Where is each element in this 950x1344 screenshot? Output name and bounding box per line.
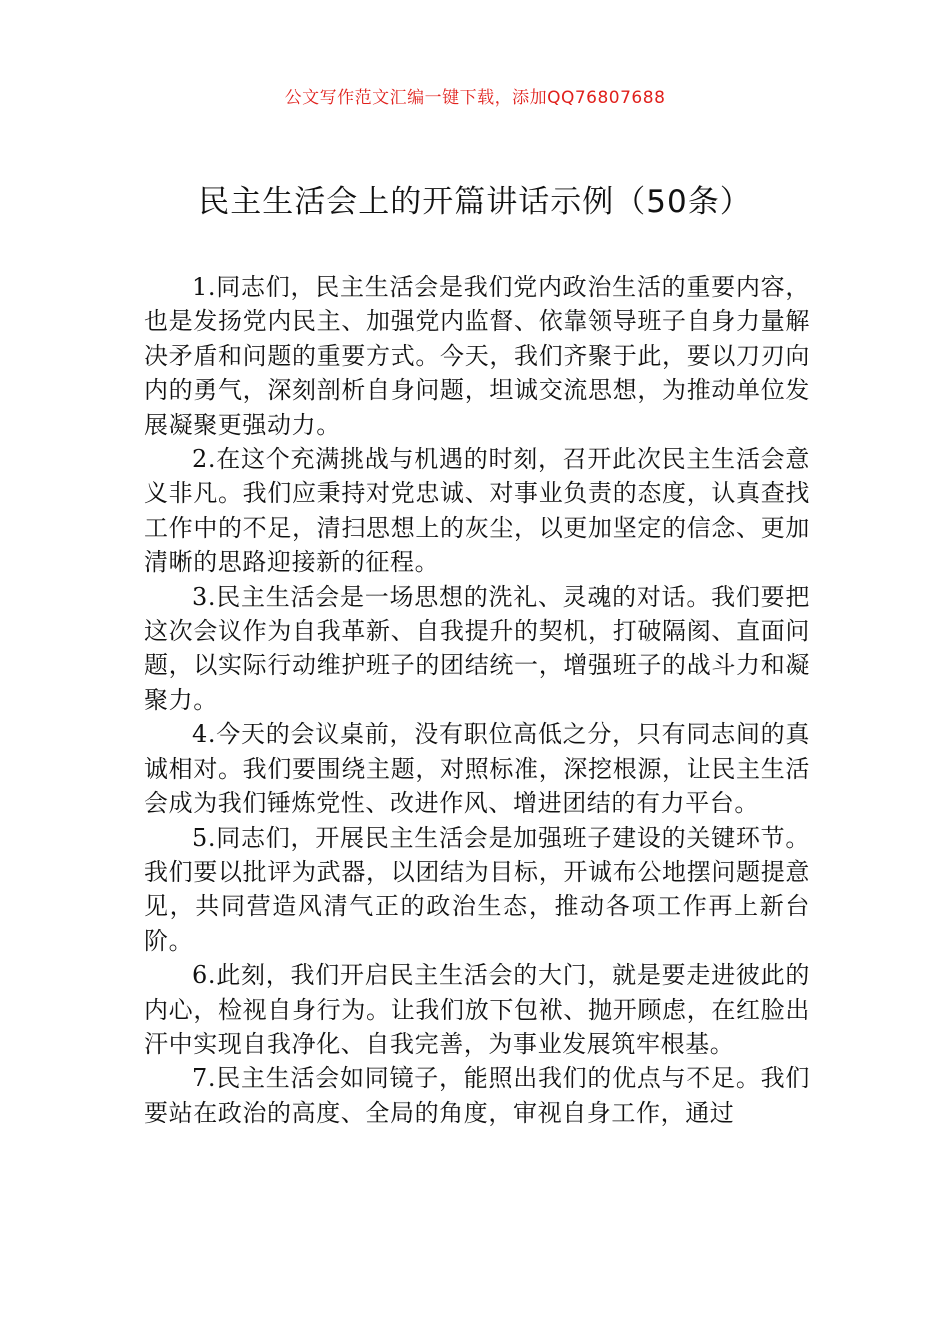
document-title: 民主生活会上的开篇讲话示例（50条） [198, 184, 752, 220]
paragraph-text: 民主生活会是一场思想的洗礼、灵魂的对话。我们要把这次会议作为自我革新、自我提升的契机，打破隔阂、直面问题，以实际行动维护班子的团结统一，增强班子的战斗力和凝聚力。 [144, 582, 810, 714]
paragraph-4 [144, 717, 810, 820]
paragraph-number: 3. [192, 582, 217, 611]
paragraph-text: 民主生活会如同镜子，能照出我们的优点与不足。我们要站在政治的高度、全局的角度，审视自身工作，通过 [144, 1064, 810, 1127]
paragraph-text: 同志们，开展民主生活会是加强班子建设的关键环节。我们要以批评为武器，以团结为目标，开诚布公地摆问题提意见，共同营造风清气正的政治生态，推动各项工作再上新台阶。 [144, 823, 810, 955]
paragraph-3 [144, 580, 810, 718]
paragraph-number: 6. [192, 961, 217, 990]
paragraph-text: 今天的会议桌前，没有职位高低之分，只有同志间的真诚相对。我们要围绕主题，对照标准，深挖根源，让民主生活会成为我们锤炼党性、改进作风、增进团结的有力平台。 [144, 720, 810, 818]
paragraph-number: 2. [192, 445, 217, 474]
paragraph-text: 在这个充满挑战与机遇的时刻，召开此次民主生活会意义非凡。我们应秉持对党忠诚、对事业负责的态度，认真查找工作中的不足，清扫思想上的灰尘，以更加坚定的信念、更加清晰的思路迎接新的征程。 [144, 445, 810, 577]
paragraph-number: 1. [192, 273, 217, 301]
download-notice: 公文写作范文汇编一键下载，添加QQ76807688 [284, 88, 666, 108]
paragraph-5 [144, 821, 810, 959]
paragraph-number: 7. [192, 1064, 217, 1093]
paragraph-2 [144, 442, 810, 580]
paragraph-number: 4. [192, 720, 217, 749]
paragraph-7 [144, 1061, 810, 1130]
document-body [144, 270, 810, 1130]
paragraph-6 [144, 958, 810, 1061]
paragraph-text: 此刻，我们开启民主生活会的大门，就是要走进彼此的内心，检视自身行为。让我们放下包袱、抛开顾虑，在红脸出汗中实现自我净化、自我完善，为事业发展筑牢根基。 [144, 961, 810, 1058]
paragraph-number: 5. [192, 823, 217, 852]
paragraph-1 [144, 270, 810, 442]
paragraph-text: 同志们，民主生活会是我们党内政治生活的重要内容，也是发扬党内民主、加强党内监督、依靠领导班子自身力量解决矛盾和问题的重要方式。今天，我们齐聚于此，要以刀刃向内的勇气，深刻剖析自身问题，坦诚交流思想，为推动单位发展凝聚更强动力。 [144, 273, 810, 439]
